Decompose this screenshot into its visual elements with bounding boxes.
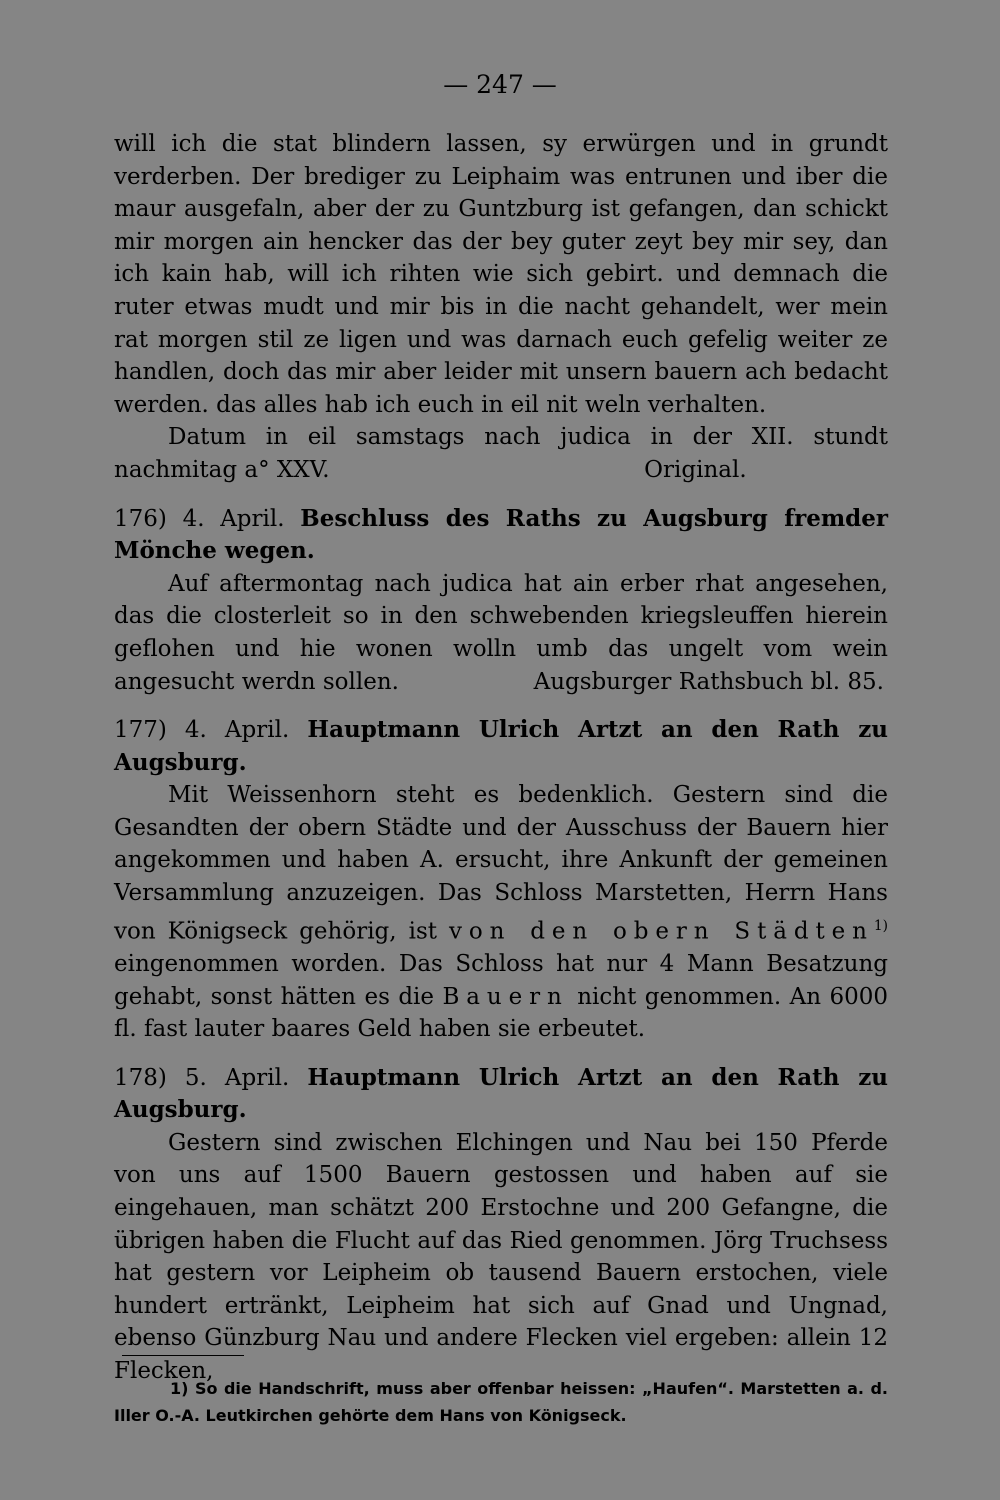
- footnote-1: 1) So die Handschrift, muss aber offenbar heissen: „Haufen“. Marstetten a. d. Iller O.-A. Leutkirchen gehörte dem Hans von Königseck.: [114, 1379, 888, 1425]
- spaced-text: Bauern: [442, 983, 569, 1010]
- entry-176-heading: [114, 503, 888, 568]
- source-note: Augsburger Rathsbuch bl. 85.: [533, 668, 884, 695]
- entry-176-body: [114, 568, 888, 698]
- entry-number: 177) 4. April.: [114, 717, 290, 744]
- main-text: [114, 128, 888, 1388]
- page-number: — 247 —: [443, 70, 557, 99]
- footnotes: [114, 1375, 888, 1429]
- entry-text: Auf aftermontag nach judica hat ain erber rhat angesehen, das die closterleit so in den schwebenden kriegsleuffen hierein geflohen und hie wonen wolln umb das ungelt vom wein angesucht werdn sollen.: [114, 570, 888, 695]
- entry-number: 176) 4. April.: [114, 505, 285, 532]
- dating-paragraph: [114, 421, 888, 486]
- entry-177-heading: [114, 714, 888, 779]
- entry-177-body: [114, 779, 888, 1045]
- entry-178-body: Gestern sind zwischen Elchingen und Nau bei 150 Pferde von uns auf 1500 Bauern gestossen und haben auf sie eingehauen, man schätzt 200 Erstochne und 200 Gefangne, die übrigen haben die Flucht auf das Ried genommen. Jörg Truchsess hat gestern vor Leipheim ob tausend Bauern erstochen, viele hundert ertränkt, Leipheim hat sich auf Gnad und Ungnad, ebenso Günzburg Nau und andere Flecken viel ergeben: allein 12 Flecken,: [114, 1129, 888, 1385]
- entry-number: 178) 5. April.: [114, 1064, 290, 1091]
- entry-title: Hauptmann Ulrich Artzt an den Rath zu Augsburg.: [114, 1063, 888, 1124]
- entry-title: Beschluss des Raths zu Augsburg fremder Mönche wegen.: [114, 504, 889, 565]
- entry-178-heading: [114, 1062, 888, 1127]
- dating-text: Datum in eil samstags nach judica in der XII. stundt nachmitag a° XXV.: [114, 424, 888, 483]
- entry-text: Mit Weissenhorn steht es bedenklich. Gestern sind die Gesandten der obern Städte und der Ausschuss der Bauern hier angekommen und haben A. ersucht, ihre Ankunft der gemeinen Versammlung anzuzeigen. Das Schloss Marstetten, Herrn Hans von Königseck gehörig, ist: [114, 782, 888, 945]
- footnote-divider: [122, 1355, 244, 1356]
- entry-text: eingenommen worden. Das Schloss hat nur 4 Mann Besatzung gehabt, sonst hätten es die: [114, 950, 888, 1010]
- spaced-text: von den obern Städten: [449, 918, 874, 945]
- entry-title: Hauptmann Ulrich Artzt an den Rath zu Augsburg.: [114, 716, 888, 776]
- letter-paragraph: will ich die stat blindern lassen, sy erwürgen und in grundt verderben. Der brediger zu Leiphaim was entrunen und iber die maur ausgefaln, aber der zu Guntzburg ist gefangen, dan schickt mir morgen ain hencker das der bey guter zeyt bey mir sey, dan ich kain hab, will ich rihten wie sich gebirt. und demnach die ruter etwas mudt und mir bis in die nacht gehandelt, wer mein rat morgen stil ze ligen und was darnach euch gefelig weiter ze handlen, doch das mir aber leider mit unsern bauern ach bedacht werden. das alles hab ich euch in eil nit weln verhalten.: [114, 131, 888, 418]
- footnote-marker: 1): [873, 917, 889, 934]
- entry-text: nicht genommen. An 6000 fl. fast lauter baares Geld haben sie erbeutet.: [114, 983, 889, 1043]
- source-note: Original.: [644, 456, 747, 483]
